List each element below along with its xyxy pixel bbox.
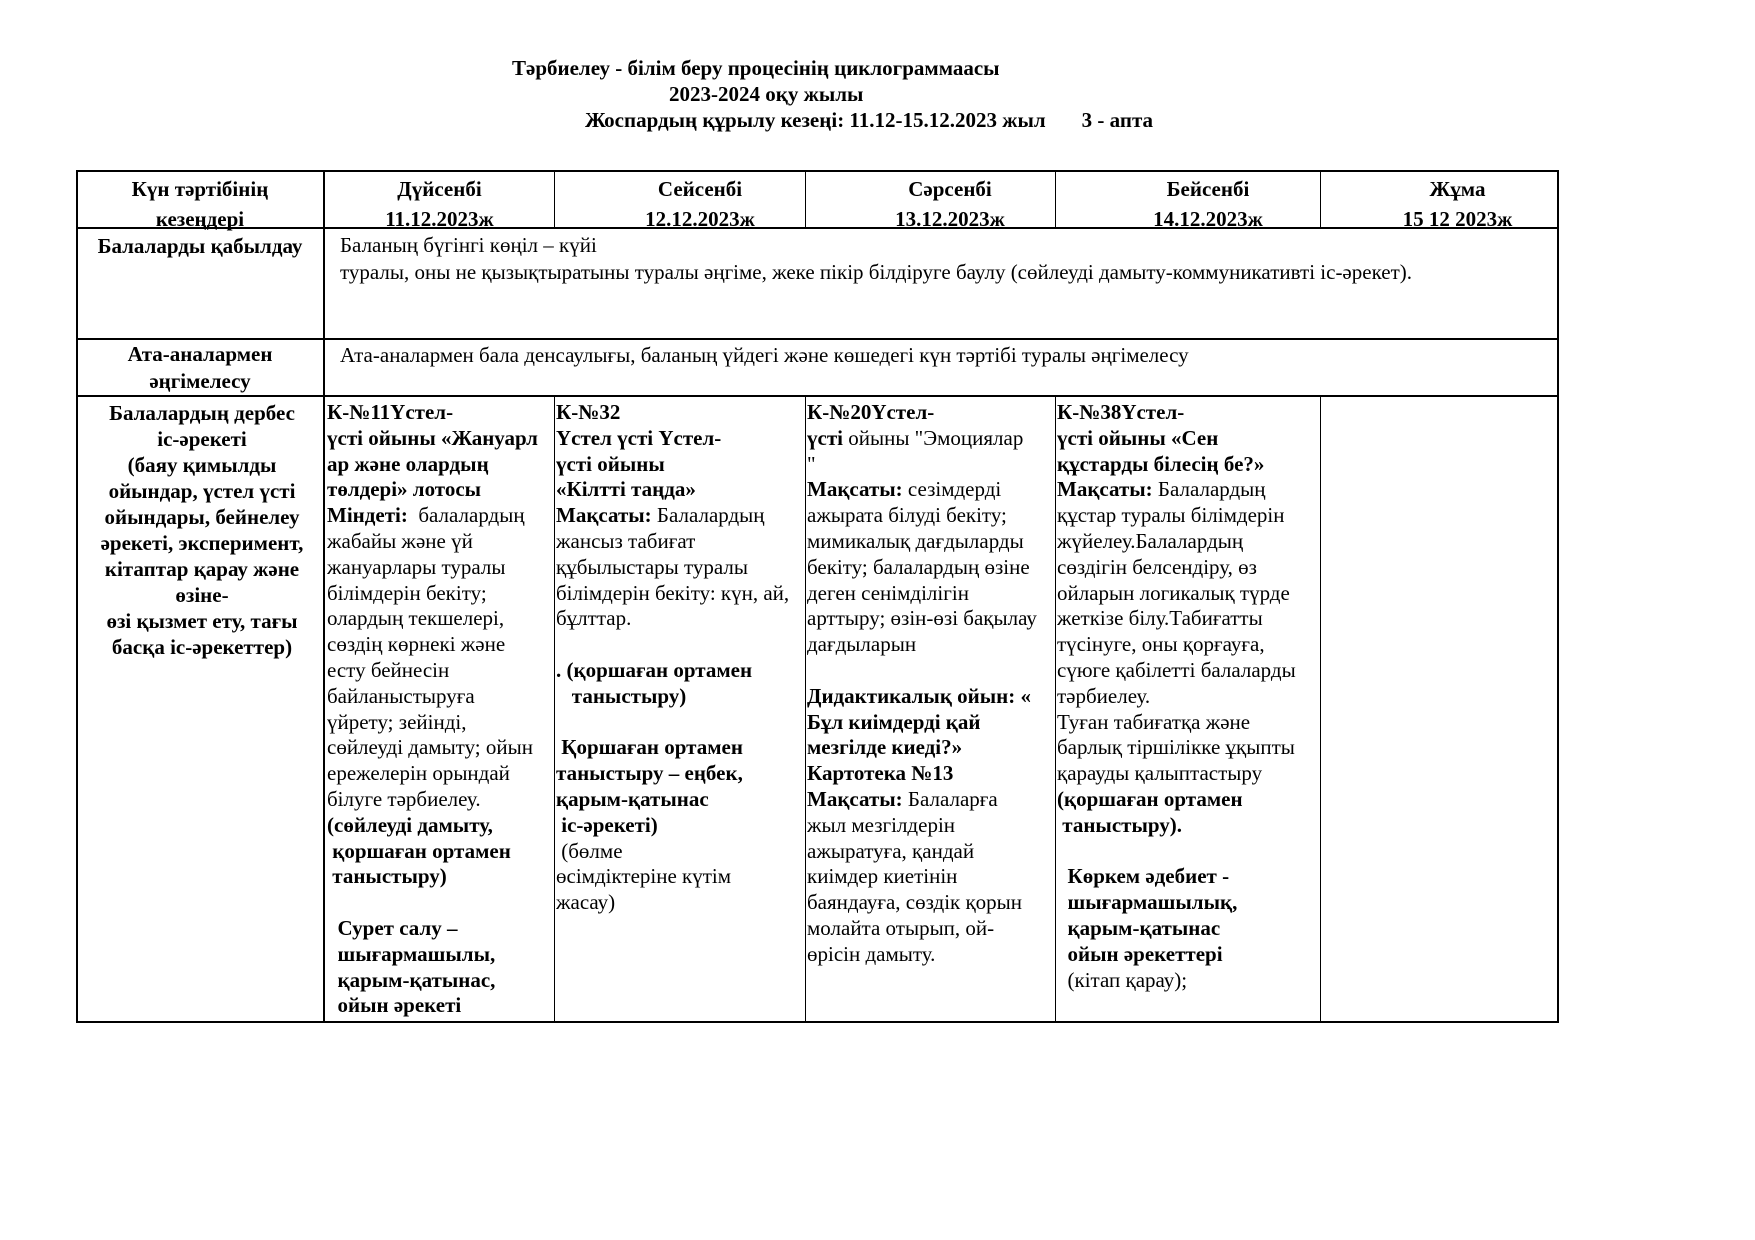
mon-activity-line: жабайы және үй bbox=[327, 528, 473, 553]
tue-activity-line: жансыз табиғат bbox=[556, 528, 696, 553]
mon-activity-line: білуге тәрбиелеу. bbox=[327, 786, 481, 811]
wed-activity-line: К-№20Үстел- bbox=[807, 400, 935, 424]
tue-activity-line: құбылыстары туралы bbox=[556, 554, 749, 579]
mon-activity-line: Міндеті: балалардың bbox=[327, 503, 525, 528]
tue-activity-line: (бөлме bbox=[556, 838, 623, 863]
wed-activity-line: арттыру; өзін-өзі бақылау bbox=[807, 606, 1037, 631]
wed-activity-line: Картотека №13 bbox=[807, 761, 954, 786]
column-header-monday: Дүйсенбі 11.12.2023ж bbox=[385, 177, 494, 231]
thu-activity-line: Туған табиғатқа және bbox=[1057, 709, 1251, 734]
tue-activity-line: Мақсаты: Балалардың bbox=[556, 503, 765, 528]
tue-activity-line: білімдерін бекіту: күн, ай, bbox=[556, 580, 790, 605]
tue-activity-line: бұлттар. bbox=[556, 606, 632, 631]
wed-activity-line: молайта отырып, ой- bbox=[807, 915, 995, 940]
mon-activity-line bbox=[327, 890, 555, 916]
mon-activity-line: үйрету; зейінді, bbox=[327, 709, 467, 734]
thu-activity-line: қарауды қалыптастыру bbox=[1057, 761, 1263, 786]
row-label-reception: Балаларды қабылдау bbox=[97, 234, 303, 258]
tuesday-activity-cell bbox=[556, 400, 805, 916]
tue-activity-line: «Кілтті таңда» bbox=[556, 477, 696, 502]
thu-activity-line: құстар туралы білімдерін bbox=[1057, 503, 1285, 528]
parents-text: Ата-аналармен бала денсаулығы, баланың үйдегі және көшедегі күн тәртібі туралы әңгімелесу bbox=[340, 343, 1189, 367]
wed-activity-line: үсті ойыны "Эмоциялар bbox=[807, 425, 1024, 450]
mon-activity-line: К-№11Үстел- bbox=[327, 400, 454, 424]
document-title: Тәрбиелеу - білім беру процесінің циклограммаасы bbox=[512, 56, 1000, 80]
tue-activity-line bbox=[556, 632, 805, 658]
mon-activity-line: қарым-қатынас, bbox=[327, 967, 496, 992]
wed-activity-line: өрісін дамыту. bbox=[807, 941, 936, 966]
column-header-stages: Күн тәртібінің кезеңдері bbox=[131, 177, 269, 231]
mon-activity-line: ережелерін орындай bbox=[327, 761, 510, 786]
wed-activity-line bbox=[807, 658, 1055, 684]
academic-year: 2023-2024 оқу жылы bbox=[669, 82, 864, 106]
mon-activity-line: есту бейнесін bbox=[327, 657, 450, 682]
tue-activity-line: іс-әрекеті) bbox=[556, 812, 658, 837]
wed-activity-line: деген сенімділігін bbox=[807, 580, 969, 605]
mon-activity-line: ойын әрекеті bbox=[327, 993, 462, 1018]
thursday-activity-cell bbox=[1057, 400, 1320, 993]
thu-activity-line: қарым-қатынас bbox=[1057, 915, 1221, 940]
wed-activity-line: киімдер киетінін bbox=[807, 864, 958, 889]
tue-activity-line: . (қоршаған ортамен bbox=[556, 657, 753, 682]
thu-activity-line: сөздігін белсендіру, өз bbox=[1057, 554, 1257, 579]
thu-activity-line: құстарды білесің бе?» bbox=[1057, 451, 1265, 476]
column-header-friday: Жұма 15 12 2023ж bbox=[1402, 177, 1513, 231]
thu-activity-line: К-№38Үстел- bbox=[1057, 400, 1185, 424]
wed-activity-line: мимикалық дағдыларды bbox=[807, 528, 1024, 553]
wed-activity-line: ажыратуға, қандай bbox=[807, 838, 975, 863]
week-number: 3 - апта bbox=[1081, 108, 1154, 132]
tue-activity-line: үсті ойыны bbox=[556, 451, 665, 476]
mon-activity-line: білімдерін бекіту; bbox=[327, 580, 487, 605]
thu-activity-line: тәрбиелеу. bbox=[1057, 683, 1151, 708]
wed-activity-line: дағдыларын bbox=[807, 632, 917, 657]
thu-activity-line bbox=[1057, 839, 1320, 865]
period-label: Жоспардың құрылу кезеңі bbox=[585, 108, 838, 132]
wed-activity-line: баяндауға, сөздік қорын bbox=[807, 890, 1023, 915]
mon-activity-line: қоршаған ортамен bbox=[327, 838, 511, 863]
tue-activity-line bbox=[556, 710, 805, 736]
mon-activity-line: шығармашылы, bbox=[327, 941, 496, 966]
wed-activity-line: Бұл киімдерді қай bbox=[807, 709, 981, 734]
monday-activity-cell bbox=[327, 400, 555, 1019]
mon-activity-line: ар және олардың bbox=[327, 451, 489, 476]
mon-activity-line: байланыстыруға bbox=[327, 683, 475, 708]
thu-activity-line: (кітап қарау); bbox=[1057, 967, 1188, 992]
wednesday-activity-cell bbox=[807, 400, 1055, 968]
mon-activity-line: (сөйлеуді дамыту, bbox=[327, 812, 493, 837]
wed-activity-line: жыл мезгілдерін bbox=[807, 812, 956, 837]
thu-activity-line: барлық тіршілікке ұқыпты bbox=[1057, 735, 1295, 760]
wed-activity-line: Дидактикалық ойын: « bbox=[807, 683, 1032, 708]
column-header-tuesday: Сейсенбі 12.12.2023ж bbox=[645, 177, 755, 231]
planning-period bbox=[585, 108, 1153, 132]
mon-activity-line: олардың текшелері, bbox=[327, 606, 505, 631]
reception-text-line2: туралы, оны не қызықтыратыны туралы әңгіме, жеке пікір білдіруге баулу (сөйлеуді дамыту-коммуникативті іс-әрекет). bbox=[340, 260, 1412, 284]
thu-activity-line: ойын әрекеттері bbox=[1057, 941, 1223, 966]
tue-activity-line: жасау) bbox=[556, 890, 616, 915]
thu-activity-line: түсінуге, оны қорғауға, bbox=[1057, 632, 1265, 657]
column-header-wednesday: Сәрсенбі 13.12.2023ж bbox=[895, 177, 1005, 231]
tue-activity-line: қарым-қатынас bbox=[556, 786, 709, 811]
thu-activity-line: Мақсаты: Балалардың bbox=[1057, 477, 1266, 502]
wed-activity-line: ажырата білуді бекіту; bbox=[807, 503, 1007, 528]
thu-activity-line: жеткізе білу.Табиғатты bbox=[1057, 606, 1263, 631]
thu-activity-line: ойларын логикалық түрде bbox=[1057, 580, 1290, 605]
mon-activity-line: төлдері» лотосы bbox=[327, 477, 482, 502]
mon-activity-line: таныстыру) bbox=[327, 864, 447, 889]
column-header-thursday: Бейсенбі 14.12.2023ж bbox=[1153, 177, 1263, 231]
row-label-parents: Ата-аналармен әңгімелесу bbox=[127, 342, 273, 393]
thu-activity-line: сүюге қабілетті балаларды bbox=[1057, 657, 1296, 682]
wed-activity-line: Мақсаты: сезімдерді bbox=[807, 477, 1002, 502]
thu-activity-line: Көркем әдебиет - bbox=[1057, 864, 1230, 889]
thu-activity-line: шығармашылық, bbox=[1057, 890, 1238, 915]
wed-activity-line: Мақсаты: Балаларға bbox=[807, 786, 998, 811]
mon-activity-line: жануарлары туралы bbox=[327, 554, 506, 579]
mon-activity-line: үсті ойыны «Жануарл bbox=[327, 425, 538, 450]
wed-activity-line: бекіту; балалардың өзіне bbox=[807, 554, 1030, 579]
tue-activity-line: өсімдіктеріне күтім bbox=[556, 864, 732, 889]
mon-activity-line: сөйлеуді дамыту; ойын bbox=[327, 735, 533, 760]
tue-activity-line: К-№32 bbox=[556, 400, 621, 424]
tue-activity-line: Қоршаған ортамен bbox=[556, 735, 743, 760]
tue-activity-line: таныстыру) bbox=[556, 683, 687, 708]
thu-activity-line: үсті ойыны «Сен bbox=[1057, 425, 1219, 450]
tue-activity-line: таныстыру – еңбек, bbox=[556, 761, 743, 786]
thu-activity-line: жүйелеу.Балалардың bbox=[1057, 528, 1244, 553]
mon-activity-line: Сурет салу – bbox=[327, 915, 458, 940]
wed-activity-line: " bbox=[807, 451, 816, 476]
thu-activity-line: (қоршаған ортамен bbox=[1057, 786, 1243, 811]
row-label-independent-activity: Балалардың дербес іс-әрекеті (баяу қимылды ойындар, үстел үсті ойындары, бейнелеу әрекеті, эксперимент, кітаптар қарау және өзіне- өзі қызмет ету, тағы басқа іс-әрекеттер) bbox=[100, 401, 304, 659]
thu-activity-line: таныстыру). bbox=[1057, 812, 1182, 837]
period-value: : 11.12-15.12.2023 жыл bbox=[837, 108, 1046, 132]
wed-activity-line: мезгілде киеді?» bbox=[807, 735, 963, 760]
reception-text-line1: Баланың бүгінгі көңіл – күйі bbox=[340, 233, 597, 257]
tue-activity-line: Үстел үсті Үстел- bbox=[556, 425, 722, 450]
mon-activity-line: сөздің көрнекі және bbox=[327, 632, 506, 657]
